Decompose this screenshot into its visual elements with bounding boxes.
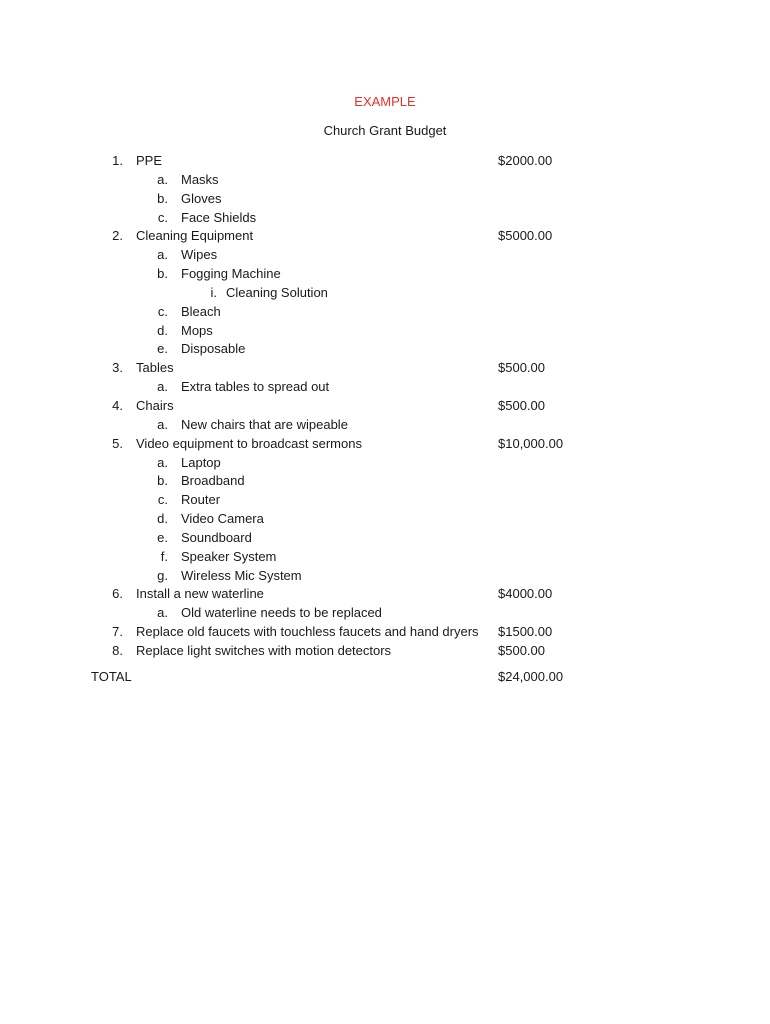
sub-item-label: Video Camera <box>181 511 264 527</box>
budget-item <box>0 642 770 661</box>
sub-item <box>0 378 770 397</box>
sub-item <box>0 529 770 548</box>
sub-item <box>0 265 770 284</box>
sub-item-marker: b. <box>157 473 168 489</box>
item-amount: $2000.00 <box>498 153 553 168</box>
sub-item <box>0 246 770 265</box>
budget-item <box>0 227 770 246</box>
sub-item-label: Gloves <box>181 190 222 206</box>
item-label: Install a new waterline <box>136 586 264 602</box>
item-label: Tables <box>136 360 174 376</box>
sub-item-label: Old waterline needs to be replaced <box>181 605 382 621</box>
sub-item-label: Face Shields <box>181 209 257 225</box>
sub-item-label: Masks <box>181 171 219 187</box>
sub-item-label: Soundboard <box>181 529 252 545</box>
sub-item-marker: a. <box>157 454 168 470</box>
sub-item-marker: a. <box>157 416 168 432</box>
sub-item <box>0 604 770 623</box>
sub-item-marker: d. <box>157 322 168 338</box>
item-amount: $500.00 <box>498 360 545 376</box>
item-label: Cleaning Equipment <box>136 228 254 244</box>
sub-item-label: Wireless Mic System <box>181 567 302 583</box>
sub-item-label: Router <box>181 492 221 508</box>
sub-item-marker: b. <box>157 266 168 282</box>
item-number: 6. <box>112 586 123 602</box>
sub-sub-item <box>0 284 770 303</box>
sub-item-marker: c. <box>157 209 168 225</box>
sub-item <box>0 472 770 491</box>
budget-item <box>0 435 770 454</box>
sub-sub-item-label: Cleaning Solution <box>226 284 328 300</box>
sub-item <box>0 548 770 567</box>
sub-item <box>0 416 770 435</box>
sub-item <box>0 209 770 228</box>
sub-item-marker: e. <box>157 341 168 357</box>
sub-item-label: Extra tables to spread out <box>181 379 330 395</box>
item-label: Video equipment to broadcast sermons <box>136 435 362 451</box>
sub-item-marker: a. <box>157 379 168 395</box>
total-amount: $24,000.00 <box>498 669 564 684</box>
sub-item <box>0 491 770 510</box>
sub-item <box>0 322 770 341</box>
item-amount: $1500.00 <box>498 624 553 640</box>
sub-item-label: Speaker System <box>181 548 277 564</box>
item-amount: $5000.00 <box>498 228 553 244</box>
sub-item <box>0 171 770 190</box>
item-number: 2. <box>112 228 123 244</box>
sub-item-marker: a. <box>157 247 168 263</box>
sub-item <box>0 510 770 529</box>
sub-item-label: Fogging Machine <box>181 266 281 282</box>
budget-list <box>0 152 770 661</box>
item-label: Chairs <box>136 397 174 413</box>
document-title: Church Grant Budget <box>323 123 447 138</box>
item-number: 3. <box>112 360 123 376</box>
sub-item <box>0 190 770 209</box>
sub-item-label: Bleach <box>181 303 221 319</box>
example-label: EXAMPLE <box>354 94 416 109</box>
item-number: 5. <box>112 435 123 451</box>
sub-item-marker: b. <box>157 190 168 206</box>
item-number: 7. <box>112 624 123 640</box>
sub-item <box>0 454 770 473</box>
item-number: 1. <box>112 153 123 168</box>
total-row <box>0 668 770 686</box>
total-label: TOTAL <box>91 669 132 684</box>
item-amount: $4000.00 <box>498 586 553 602</box>
sub-item-label: New chairs that are wipeable <box>181 416 348 432</box>
item-label: Replace old faucets with touchless faucets and hand dryers <box>136 624 479 640</box>
sub-item-marker: e. <box>157 529 168 545</box>
item-label: Replace light switches with motion detectors <box>136 642 392 658</box>
budget-item <box>0 397 770 416</box>
budget-item <box>0 359 770 378</box>
sub-item <box>0 303 770 322</box>
sub-item-marker: a. <box>157 171 168 187</box>
item-number: 8. <box>112 642 123 658</box>
sub-item-marker: a. <box>157 605 168 621</box>
item-amount: $500.00 <box>498 397 545 413</box>
item-number: 4. <box>112 397 123 413</box>
item-amount: $500.00 <box>498 642 545 658</box>
sub-item <box>0 340 770 359</box>
item-amount: $10,000.00 <box>498 435 564 451</box>
sub-item-label: Disposable <box>181 341 246 357</box>
budget-item <box>0 623 770 642</box>
sub-item-marker: c. <box>157 492 168 508</box>
sub-item-label: Wipes <box>181 247 218 263</box>
sub-sub-item-marker: i. <box>210 284 217 300</box>
item-label: PPE <box>136 153 163 168</box>
budget-item <box>0 152 770 171</box>
sub-item <box>0 567 770 586</box>
sub-item-label: Mops <box>181 322 213 338</box>
budget-item <box>0 585 770 604</box>
sub-item-marker: f. <box>160 548 168 564</box>
sub-item-marker: c. <box>157 303 168 319</box>
sub-item-label: Broadband <box>181 473 245 489</box>
sub-item-marker: d. <box>157 511 168 527</box>
sub-item-marker: g. <box>157 567 168 583</box>
sub-item-label: Laptop <box>181 454 221 470</box>
